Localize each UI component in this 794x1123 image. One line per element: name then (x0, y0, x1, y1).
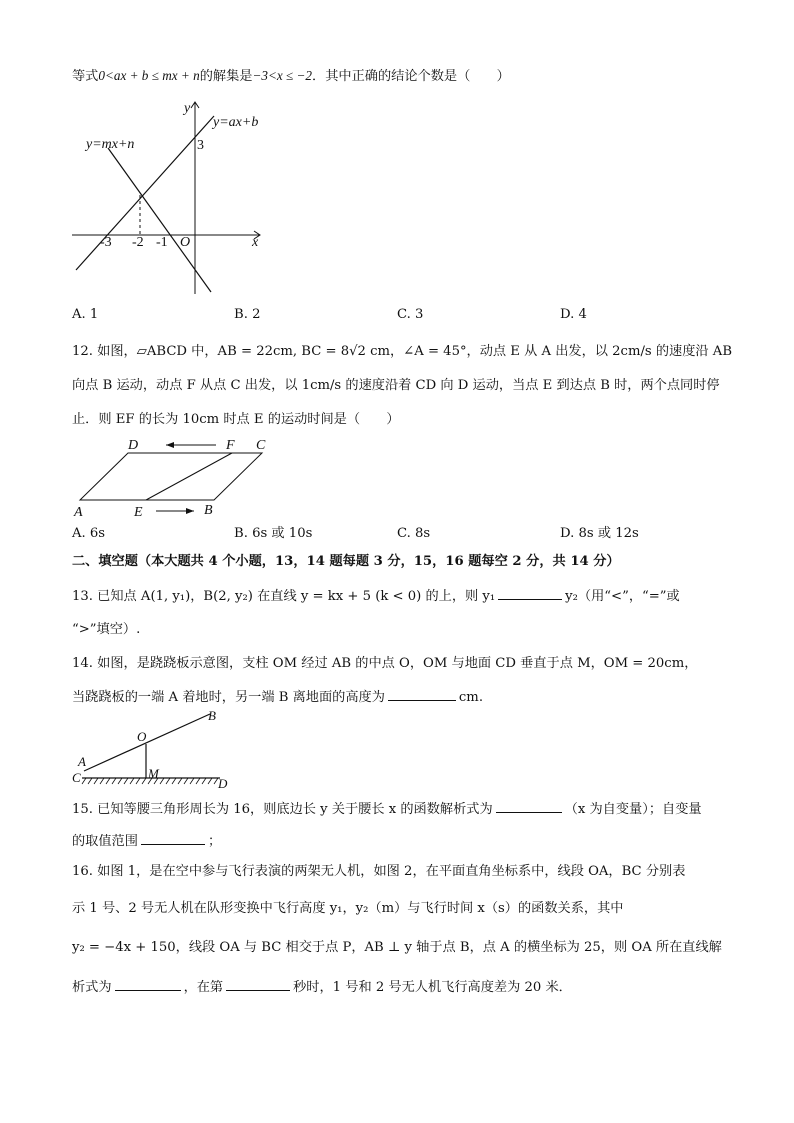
q12-line-2: 向点 B 运动，动点 F 从点 C 出发，以 1cm/s 的速度沿着 CD 向 D 运动，当点 E 到达点 B 时，两个点同时停 (72, 378, 720, 393)
q16-line-2: 示 1 号、2 号无人机在队形变换中飞行高度 y₁，y₂（m）与飞行时间 x（s）的函数关系，其中 (72, 901, 624, 916)
q16-line-1: 16. 如图 1，是在空中参与飞行表演的两架无人机，如图 2，在平面直角坐标系中，线段 OA，BC 分别表 (72, 864, 686, 879)
x-tick-minus-1: -1 (156, 235, 168, 250)
section-fill-blank-heading: 二、填空题（本大题共 4 个小题，13，14 题每题 3 分，15，16 题每空 2 分，共 14 分） (72, 554, 620, 569)
q11-inequality: 0<ax + b ≤ mx + n (98, 68, 200, 83)
line-mx-plus-n-label: y=mx+n (86, 137, 135, 152)
arrow-right-icon (186, 508, 194, 514)
q13-line-2: “>”填空）. (72, 622, 141, 637)
q15-line-1 (72, 798, 702, 820)
q15-range-blank[interactable] (141, 830, 205, 845)
q16-text-b: ，在第 (183, 980, 224, 995)
q14-seesaw-figure (70, 706, 240, 798)
x-axis-label: x (252, 235, 259, 250)
origin-label: O (180, 235, 191, 250)
q15-text-a: 15. 已知等腰三角形周长为 16，则底边长 y 关于腰长 x 的函数解析式为 (72, 802, 493, 817)
q15-text-b: （x 为自变量）；自变量 (564, 802, 702, 817)
line-ax-plus-b-label: y=ax+b (213, 115, 259, 130)
parallelogram-abcd (80, 453, 262, 500)
q14-line-1: 14. 如图，是跷跷板示意图，支柱 OM 经过 AB 的中点 O，OM 与地面 CD 垂直于点 M，OM = 20cm， (72, 656, 698, 671)
q11-text-c: ．其中正确的结论个数是（ ） (312, 69, 510, 84)
q14-line-2 (72, 686, 483, 708)
q16-text-c: 秒时，1 号和 2 号无人机飞行高度差为 20 米． (293, 980, 572, 995)
q16-line-4 (72, 976, 572, 998)
q14-text-b: cm. (458, 690, 484, 705)
y-intercept-label: 3 (197, 138, 204, 153)
q11-option-c[interactable]: C. 3 (397, 307, 424, 322)
y-axis-label: y (184, 101, 191, 116)
q13-answer-blank[interactable] (498, 585, 562, 600)
point-d-label: D (128, 438, 139, 453)
seesaw-point-d-label: D (218, 776, 228, 791)
q15-line-2 (72, 830, 221, 852)
q11-solution-set: −3<x ≤ −2 (252, 68, 313, 83)
q13-line-1 (72, 585, 680, 607)
q12-option-b[interactable]: B. 6s 或 10s (234, 526, 313, 541)
q12-parallelogram-figure (70, 434, 280, 522)
point-a-label: A (74, 505, 83, 520)
q12-line-3: 止．则 EF 的长为 10cm 时点 E 的运动时间是（ ） (72, 412, 400, 427)
q15-text-d: ； (207, 834, 222, 849)
point-b-label: B (204, 503, 213, 518)
q14-answer-blank[interactable] (388, 686, 456, 701)
q16-text-a: 析式为 (72, 980, 112, 995)
seesaw-point-m-label: M (148, 766, 159, 781)
q15-text-c: 的取值范围 (72, 834, 138, 849)
point-f-label: F (226, 438, 235, 453)
q11-linear-graph (70, 98, 270, 298)
q11-option-b[interactable]: B. 2 (234, 307, 261, 322)
q12-option-c[interactable]: C. 8s (397, 526, 431, 541)
q13-text-b: y₂（用“<”，“=”或 (565, 589, 680, 604)
q12-line-1: 12. 如图，▱ABCD 中，AB = 22cm, BC = 8√2 cm，∠A = 45°，动点 E 从 A 出发，以 2cm/s 的速度沿 AB (72, 344, 733, 359)
x-tick-minus-3: -3 (100, 235, 112, 250)
q12-option-d[interactable]: D. 8s 或 12s (560, 526, 639, 541)
seesaw-point-a-label: A (78, 754, 86, 769)
seesaw-point-c-label: C (72, 770, 81, 785)
q16-seconds-blank[interactable] (226, 976, 290, 991)
q11-text-b: 的解集是 (199, 69, 253, 84)
q12-option-a[interactable]: A. 6s (72, 526, 106, 541)
point-e-label: E (134, 505, 143, 520)
q13-text-a: 13. 已知点 A(1, y₁)，B(2, y₂) 在直线 y = kx + 5 (k < 0) 的上，则 y₁ (72, 589, 496, 604)
q16-line-3: y₂ = −4x + 150，线段 OA 与 BC 相交于点 P，AB ⊥ y 轴于点 B，点 A 的横坐标为 25，则 OA 所在直线解 (72, 940, 722, 955)
point-c-label: C (256, 438, 266, 453)
q11-option-a[interactable]: A. 1 (72, 307, 99, 322)
arrow-left-icon (166, 442, 174, 448)
seesaw-point-o-label: O (137, 729, 147, 744)
q11-text-a: 等式 (72, 69, 99, 84)
q14-text-a: 当跷跷板的一端 A 着地时，另一端 B 离地面的高度为 (72, 690, 385, 705)
seesaw-board-ab (84, 714, 210, 771)
q11-option-d[interactable]: D. 4 (560, 307, 587, 322)
seesaw-point-b-label: B (208, 708, 216, 723)
q16-expression-blank[interactable] (115, 976, 181, 991)
line-mx-plus-n (108, 148, 211, 292)
q11-text-line (72, 66, 510, 87)
x-tick-minus-2: -2 (132, 235, 144, 250)
segment-ef (146, 453, 232, 500)
q15-function-blank[interactable] (496, 798, 562, 813)
